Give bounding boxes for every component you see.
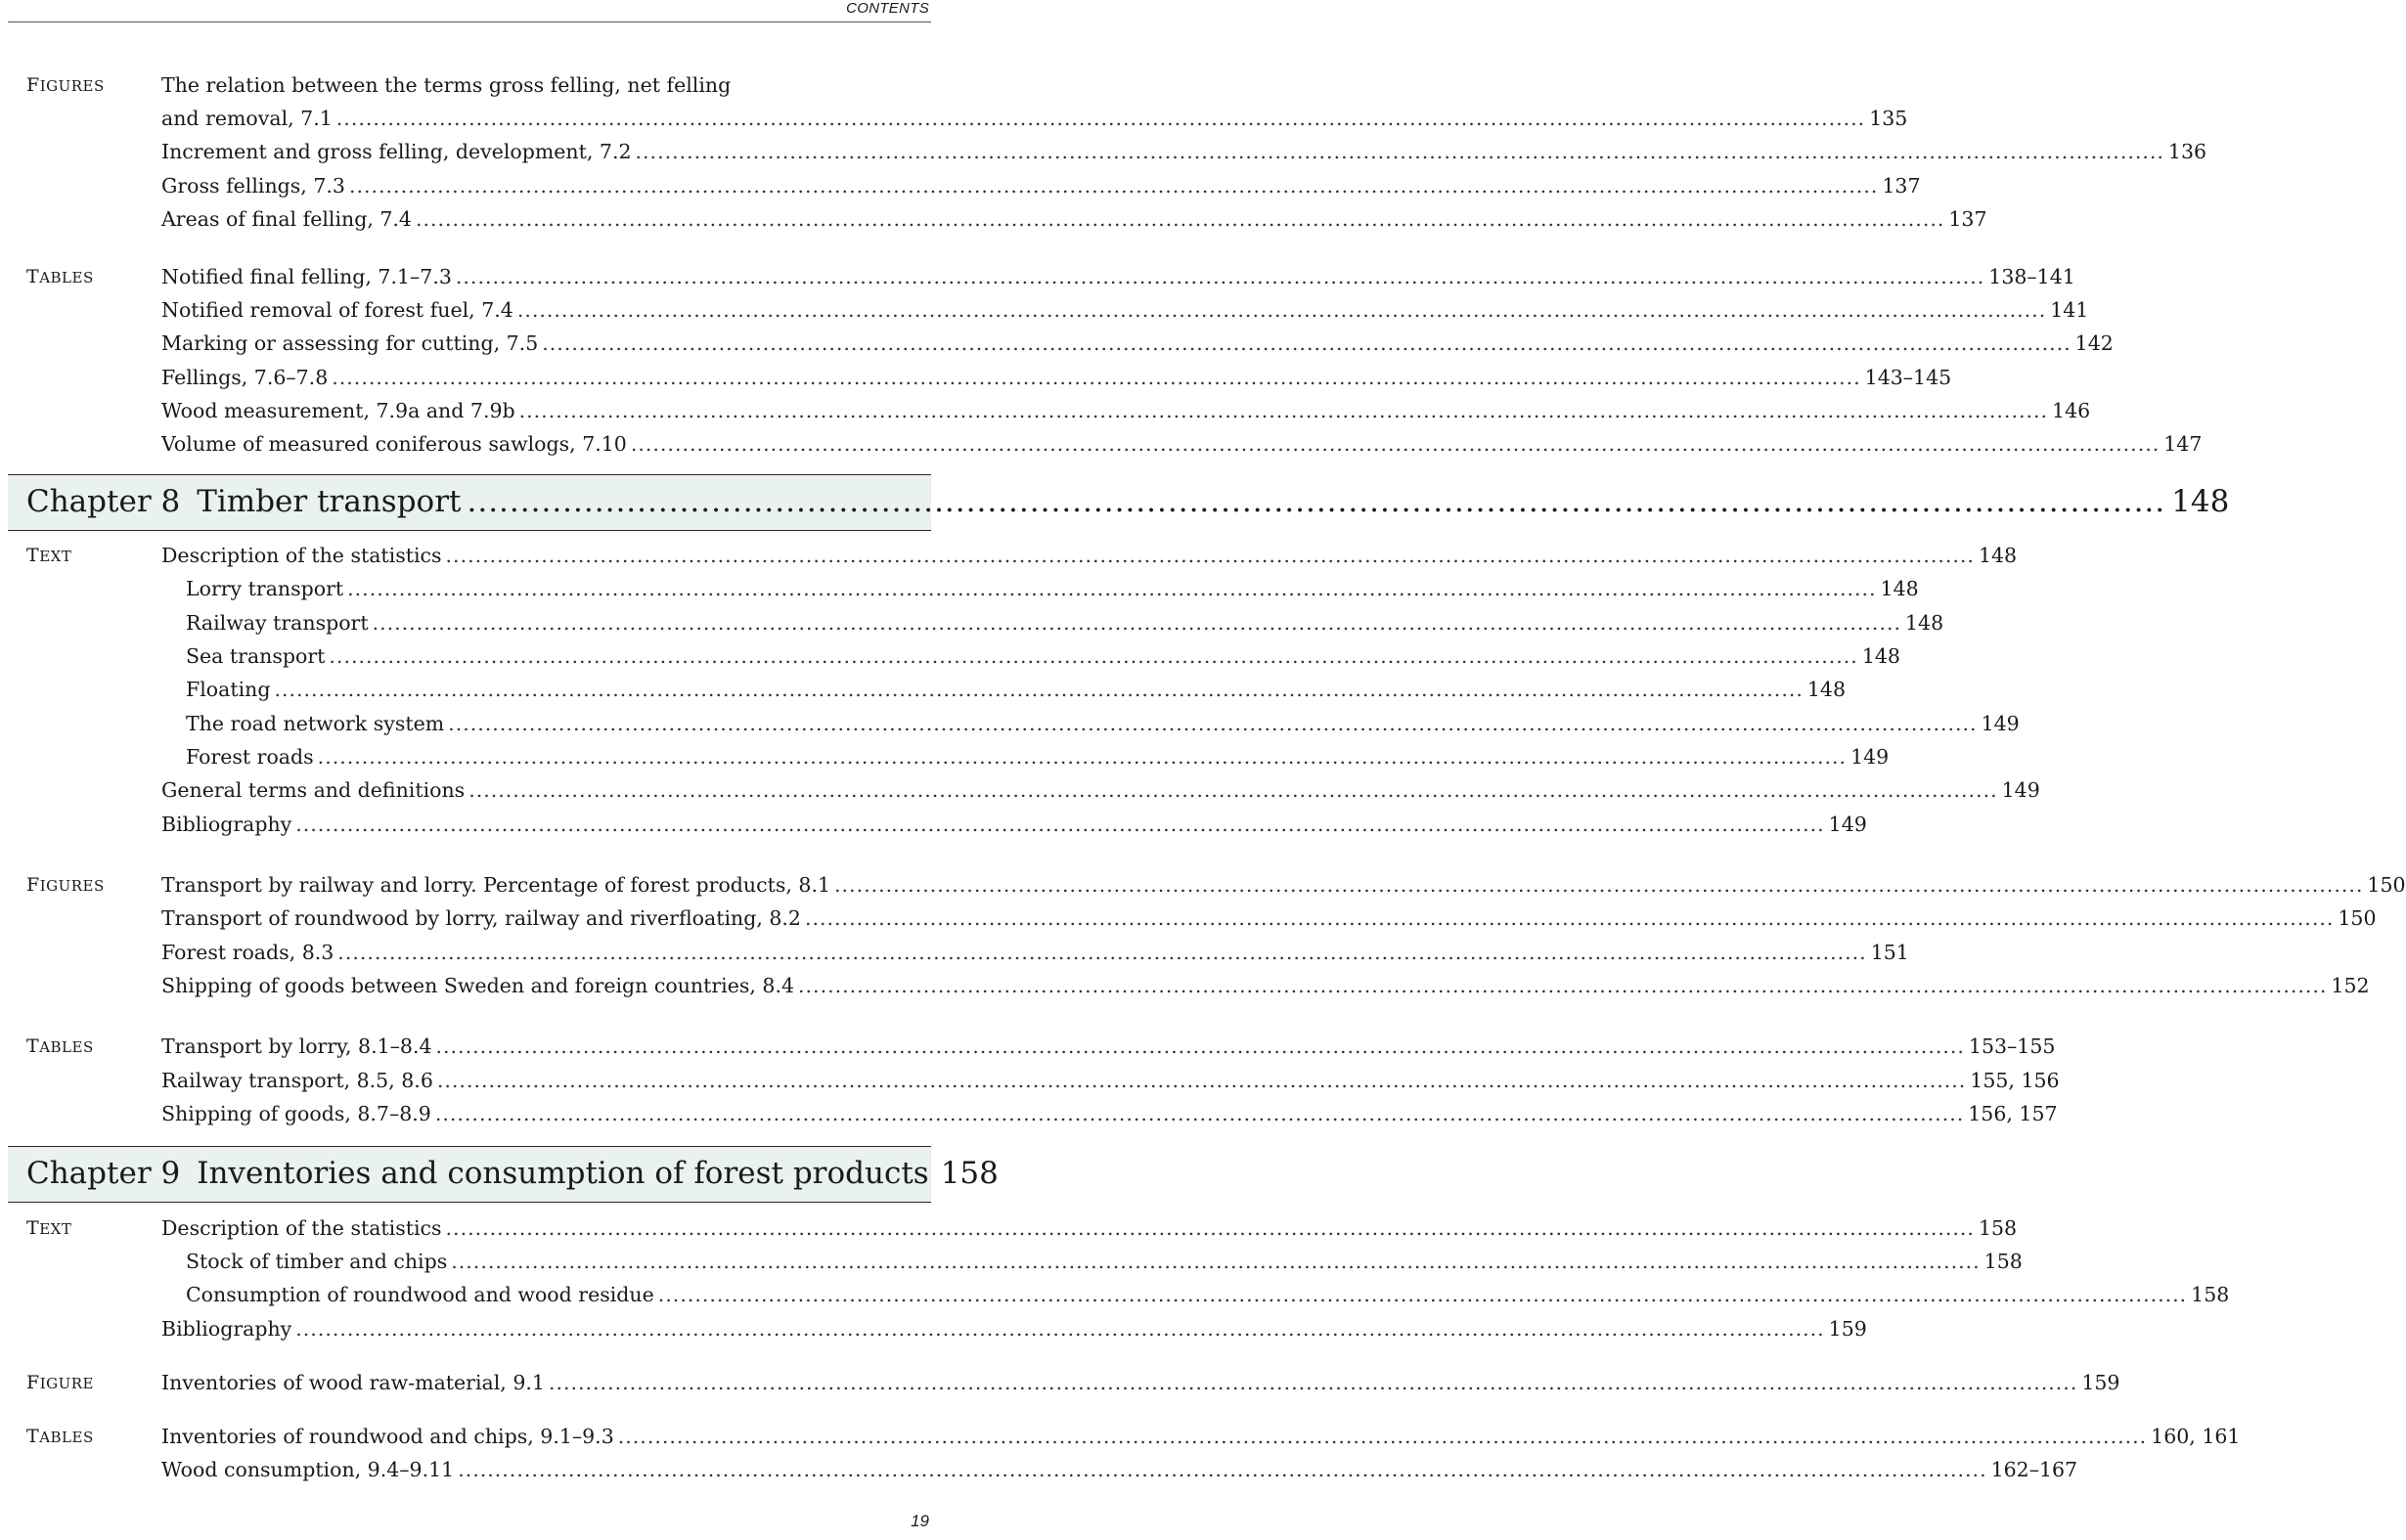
page-number: 150	[2338, 906, 2377, 930]
section-label-tables: TABLES	[26, 266, 94, 287]
chapter-9-heading[interactable]	[26, 1154, 999, 1193]
page-number-footer: 19	[911, 1512, 929, 1530]
toc-entry[interactable]	[161, 365, 1952, 390]
dot-leader	[618, 1424, 2147, 1449]
entry-title: Fellings, 7.6–7.8	[161, 366, 329, 389]
toc-subentry[interactable]	[186, 744, 1890, 770]
dot-leader	[373, 610, 1901, 636]
entry-title: Forest roads	[186, 745, 314, 769]
page-number: 162–167	[1990, 1458, 2078, 1481]
toc-entry[interactable]	[161, 330, 2114, 356]
entry-title: Transport by railway and lorry. Percentage of forest products, 8.1	[161, 873, 831, 897]
entry-title: Inventories of wood raw-material, 9.1	[161, 1371, 545, 1394]
dot-leader	[549, 1370, 2077, 1395]
page-number: 143–145	[1864, 366, 1952, 389]
dot-leader	[347, 576, 1876, 601]
running-head: CONTENTS	[846, 0, 929, 17]
chapter-title: Inventories and consumption of forest products	[197, 1156, 929, 1191]
dot-leader	[458, 1457, 1986, 1482]
page-number: 137	[1948, 207, 1987, 231]
entry-title: Description of the statistics	[161, 1216, 442, 1240]
dot-leader	[329, 643, 1857, 669]
page-number: 158	[940, 1156, 999, 1191]
entry-title: Gross fellings, 7.3	[161, 174, 345, 198]
dot-leader	[436, 1034, 1965, 1059]
toc-entry[interactable]	[161, 297, 2089, 323]
dot-leader	[631, 431, 2160, 457]
page-number: 149	[1981, 712, 2020, 735]
toc-entry[interactable]	[161, 1068, 2060, 1093]
page-number: 150	[2367, 873, 2406, 897]
entry-title: Volume of measured coniferous sawlogs, 7.10	[161, 432, 627, 456]
toc-subentry[interactable]	[186, 610, 1944, 636]
page-number: 142	[2074, 331, 2114, 355]
dot-leader	[834, 872, 2363, 898]
toc-subentry[interactable]	[186, 643, 1900, 669]
page-number: 151	[1870, 941, 1909, 964]
page-number: 158	[1978, 1216, 2018, 1240]
toc-subentry[interactable]	[186, 1249, 2023, 1274]
dot-leader	[542, 330, 2071, 356]
dot-leader	[451, 1249, 1980, 1274]
section-label-figures: FIGURES	[26, 74, 105, 96]
page-number: 149	[1850, 745, 1890, 769]
section-label-tables: TABLES	[26, 1426, 94, 1447]
dot-leader	[318, 744, 1847, 770]
page-number: 148	[1806, 678, 1847, 701]
page-number: 152	[2331, 974, 2370, 997]
entry-title: Shipping of goods between Sweden and foreign countries, 8.4	[161, 974, 795, 997]
page-number: 135	[1869, 107, 1908, 130]
entry-title: Increment and gross felling, development, 7.2	[161, 140, 632, 163]
dot-leader	[519, 398, 2048, 423]
page-number: 149	[1828, 813, 1867, 836]
entry-title: Floating	[186, 678, 271, 701]
page-number: 160, 161	[2151, 1425, 2241, 1448]
dot-leader	[658, 1282, 2187, 1307]
page-number: 148	[1861, 644, 1900, 668]
page-number: 148	[1880, 577, 1919, 600]
toc-entry[interactable]	[161, 1370, 2120, 1395]
chapter-8-heading[interactable]	[26, 482, 2230, 521]
entry-title: Description of the statistics	[161, 544, 442, 567]
page-number: 138–141	[1988, 265, 2075, 288]
chapter-number: Chapter 8	[26, 484, 181, 519]
section-label-figures: FIGURES	[26, 874, 105, 896]
dot-leader	[468, 482, 2166, 521]
toc-entry[interactable]	[161, 139, 2207, 164]
dot-leader	[517, 297, 2046, 323]
toc-entry-text-line: The relation between the terms gross felling, net felling	[161, 73, 732, 97]
toc-entry[interactable]	[161, 431, 2203, 457]
toc-subentry[interactable]	[186, 677, 1847, 702]
page-number: 159	[1828, 1317, 1867, 1341]
entry-title: Notified removal of forest fuel, 7.4	[161, 298, 513, 322]
dot-leader	[446, 543, 1975, 568]
toc-entry[interactable]	[161, 777, 2040, 803]
toc-entry[interactable]	[161, 543, 2018, 568]
entry-title: Notified final felling, 7.1–7.3	[161, 265, 452, 288]
page-number: 136	[2167, 140, 2207, 163]
page-number: 155, 156	[1970, 1069, 2060, 1092]
entry-title: Bibliography	[161, 813, 292, 836]
dot-leader	[636, 139, 2164, 164]
dot-leader	[274, 677, 1803, 702]
dot-leader	[468, 777, 1997, 803]
toc-entry[interactable]	[161, 173, 1921, 198]
entry-title: Shipping of goods, 8.7–8.9	[161, 1102, 431, 1125]
toc-entry[interactable]	[161, 1457, 2078, 1482]
chapter-title: Timber transport	[197, 484, 462, 519]
entry-title: Bibliography	[161, 1317, 292, 1341]
entry-title: and removal, 7.1	[161, 107, 333, 130]
page-number: 158	[1983, 1250, 2023, 1273]
entry-title: Transport of roundwood by lorry, railway and riverfloating, 8.2	[161, 906, 801, 930]
entry-title: Marking or assessing for cutting, 7.5	[161, 331, 539, 355]
entry-title: Railway transport	[186, 611, 369, 635]
page-number: 148	[1905, 611, 1944, 635]
toc-entry[interactable]	[161, 1034, 2056, 1059]
toc-entry[interactable]	[161, 905, 2377, 931]
toc-entry[interactable]	[161, 398, 2091, 423]
entry-title: Lorry transport	[186, 577, 344, 600]
entry-title: Stock of timber and chips	[186, 1250, 448, 1273]
entry-title: The road network system	[186, 712, 445, 735]
entry-title: Wood measurement, 7.9a and 7.9b	[161, 399, 515, 422]
toc-entry[interactable]	[161, 1424, 2241, 1449]
toc-entry[interactable]	[161, 812, 1867, 837]
dot-leader	[416, 206, 1944, 232]
toc-entry[interactable]	[161, 973, 2370, 998]
entry-title: Consumption of roundwood and wood residue	[186, 1283, 654, 1306]
page-number: 137	[1882, 174, 1921, 198]
toc-entry[interactable]	[161, 264, 2075, 289]
dot-leader	[437, 1068, 1966, 1093]
section-label-text: TEXT	[26, 1217, 72, 1239]
toc-entry[interactable]	[161, 1101, 2058, 1126]
dot-leader	[295, 812, 1824, 837]
dot-leader	[295, 1316, 1824, 1342]
dot-leader	[456, 264, 1984, 289]
page-number: 148	[2171, 484, 2230, 519]
dot-leader	[332, 365, 1860, 390]
entry-title: Forest roads, 8.3	[161, 941, 334, 964]
page-number: 158	[2191, 1283, 2230, 1306]
chapter-number: Chapter 9	[26, 1156, 181, 1191]
toc-entry[interactable]	[161, 106, 1908, 131]
dot-leader	[336, 106, 1865, 131]
toc-subentry[interactable]	[186, 576, 1919, 601]
page-number: 146	[2052, 399, 2091, 422]
entry-title: Railway transport, 8.5, 8.6	[161, 1069, 433, 1092]
entry-title: General terms and definitions	[161, 778, 466, 802]
dot-leader	[349, 173, 1878, 198]
toc-entry[interactable]	[161, 940, 1909, 965]
toc-entry[interactable]	[161, 1316, 1867, 1342]
dot-leader	[448, 711, 1977, 736]
entry-title: Wood consumption, 9.4–9.11	[161, 1458, 455, 1481]
toc-subentry[interactable]	[186, 1282, 2230, 1307]
toc-subentry[interactable]	[186, 711, 2020, 736]
toc-entry[interactable]	[161, 206, 1987, 232]
dot-leader	[337, 940, 1866, 965]
section-label-figure: FIGURE	[26, 1372, 94, 1393]
page-number: 159	[2081, 1371, 2120, 1394]
dot-leader	[805, 905, 2334, 931]
dot-leader	[446, 1215, 1975, 1241]
entry-title: Areas of final felling, 7.4	[161, 207, 412, 231]
page-number: 156, 157	[1968, 1102, 2058, 1125]
page-number: 153–155	[1968, 1034, 2056, 1058]
entry-title: Inventories of roundwood and chips, 9.1–9.3	[161, 1425, 614, 1448]
section-label-text: TEXT	[26, 545, 72, 566]
toc-entry[interactable]	[161, 1215, 2018, 1241]
page-number: 147	[2163, 432, 2203, 456]
page-number: 141	[2050, 298, 2089, 322]
section-label-tables: TABLES	[26, 1035, 94, 1057]
dot-leader	[435, 1101, 1964, 1126]
entry-title: Sea transport	[186, 644, 326, 668]
page-number: 148	[1978, 544, 2018, 567]
page-number: 149	[2001, 778, 2040, 802]
dot-leader	[798, 973, 2327, 998]
toc-entry[interactable]	[161, 872, 2406, 898]
entry-title: Transport by lorry, 8.1–8.4	[161, 1034, 432, 1058]
